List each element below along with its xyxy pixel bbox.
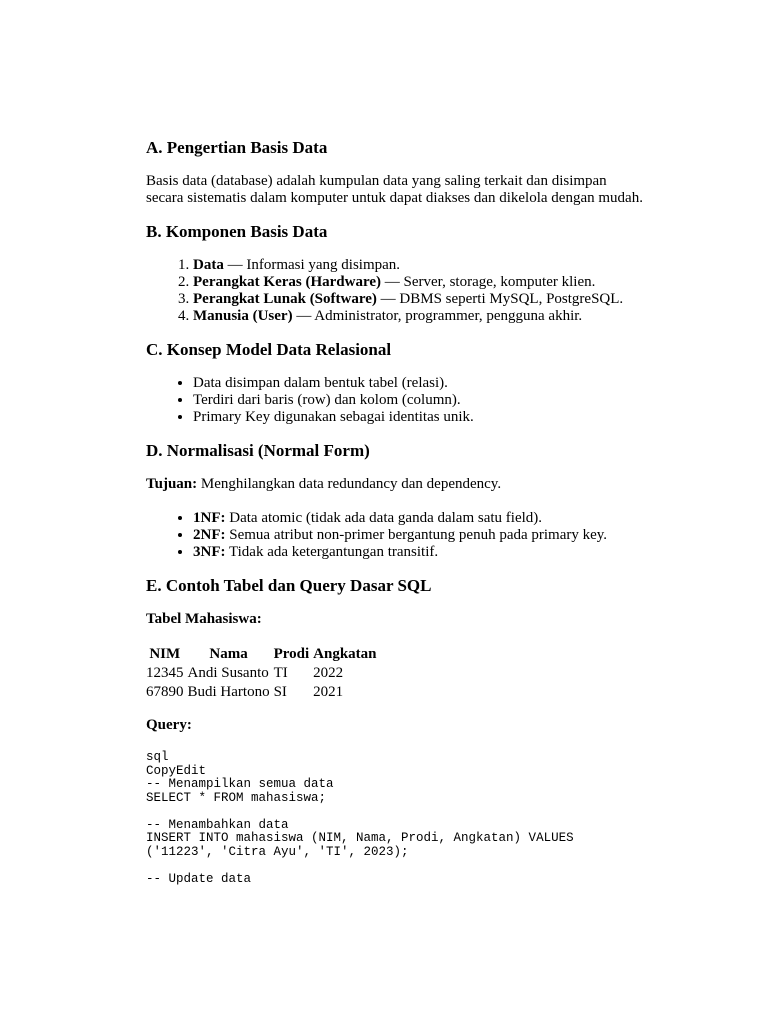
table-cell: Andi Susanto <box>187 665 269 681</box>
list-item-term: Manusia (User) <box>193 308 293 324</box>
list-item-desc: Tidak ada ketergantungan transitif. <box>225 544 439 560</box>
table-cell: 12345 <box>146 665 184 681</box>
table-label-text: Tabel Mahasiswa: <box>146 611 262 627</box>
table-cell: 2021 <box>313 684 344 700</box>
query-label-text: Query: <box>146 717 192 733</box>
list-item-desc: — DBMS seperti MySQL, PostgreSQL. <box>376 291 624 307</box>
normalization-goal <box>146 476 646 493</box>
list-item: • Primary Key digunakan sebagai identitas unik. <box>193 409 646 426</box>
normal-forms-list <box>146 510 646 561</box>
table-header-row <box>144 645 379 664</box>
relational-concepts-list <box>146 375 646 426</box>
list-item <box>193 308 646 325</box>
goal-text: Menghilangkan data redundancy dan dependency. <box>197 476 502 492</box>
table-cell: 67890 <box>146 684 184 700</box>
table-row <box>144 664 379 683</box>
section-a-heading: A. Pengertian Basis Data <box>146 138 328 157</box>
list-item: • Data disimpan dalam bentuk tabel (relasi). <box>193 375 646 392</box>
list-item-desc: Data atomic (tidak ada data ganda dalam satu field). <box>225 510 543 526</box>
section-d-heading: D. Normalisasi (Normal Form) <box>146 441 370 460</box>
components-list <box>146 257 646 325</box>
list-item <box>193 544 646 561</box>
section-c-heading: C. Konsep Model Data Relasional <box>146 340 392 359</box>
list-item-desc: Semua atribut non-primer bergantung penuh pada primary key. <box>225 527 608 543</box>
column-header: Angkatan <box>313 646 377 662</box>
list-item-desc: — Informasi yang disimpan. <box>223 257 401 273</box>
list-item-term: Perangkat Keras (Hardware) <box>193 274 382 290</box>
list-item-term: 2NF: <box>193 527 226 543</box>
table-label <box>146 611 646 628</box>
column-header: Prodi <box>273 646 310 662</box>
section-a-paragraph: Basis data (database) adalah kumpulan data yang saling terkait dan disimpan secara sistematis dalam komputer untuk dapat diakses dan dikelola dengan mudah. <box>146 173 643 206</box>
table-cell: 2022 <box>313 665 344 681</box>
list-item-desc: — Server, storage, komputer klien. <box>381 274 596 290</box>
sql-code-block: sql CopyEdit -- Menampilkan semua data SELECT * FROM mahasiswa; -- Menambahkan data INSERT INTO mahasiswa (NIM, Nama, Prodi, Angkatan) VALUES ('11223', 'Citra Ayu', 'TI', 2023); -- Update data <box>146 750 574 886</box>
table-cell: SI <box>273 684 287 700</box>
list-item-term: 3NF: <box>193 544 226 560</box>
column-header: NIM <box>149 646 181 662</box>
query-label <box>146 717 646 734</box>
list-item-desc: — Administrator, programmer, pengguna akhir. <box>292 308 583 324</box>
list-item-term: Perangkat Lunak (Software) <box>193 291 377 307</box>
goal-label: Tujuan: <box>146 476 198 492</box>
list-item: • Terdiri dari baris (row) dan kolom (column). <box>193 392 646 409</box>
column-header: Nama <box>209 646 248 662</box>
list-item <box>193 527 646 544</box>
table-row <box>144 683 379 702</box>
list-item-term: 1NF: <box>193 510 226 526</box>
list-item <box>193 510 646 527</box>
list-item-term: Data <box>193 257 224 273</box>
mahasiswa-table <box>144 645 379 702</box>
list-item <box>193 274 646 291</box>
section-b-heading: B. Komponen Basis Data <box>146 222 328 241</box>
list-item <box>193 291 646 308</box>
list-item <box>193 257 646 274</box>
document-content <box>146 138 646 886</box>
section-e-heading: E. Contoh Tabel dan Query Dasar SQL <box>146 576 432 595</box>
table-cell: Budi Hartono <box>187 684 270 700</box>
table-cell: TI <box>273 665 288 681</box>
